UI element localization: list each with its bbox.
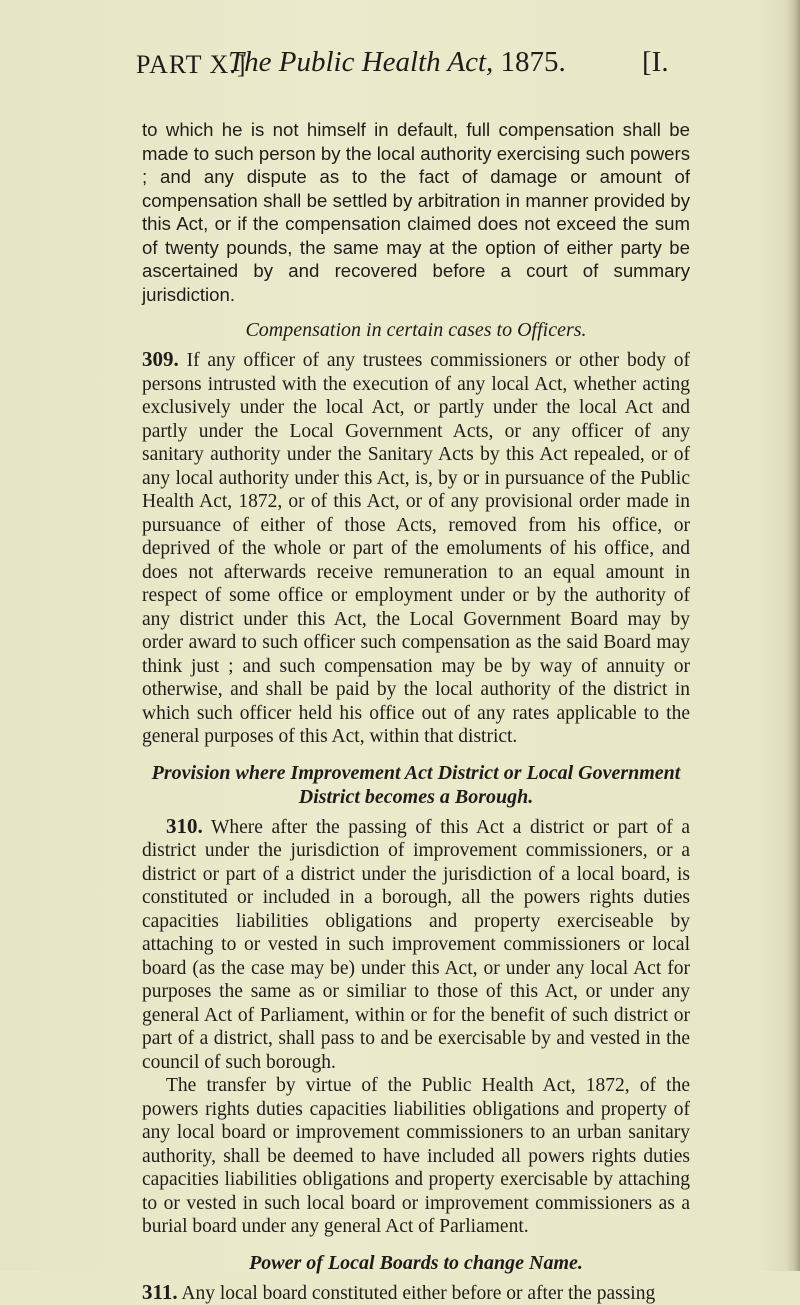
section-text-311: Any local board constituted either before or after the passing: [181, 1283, 655, 1304]
section-310: [142, 815, 690, 1075]
paragraph-continuation: to which he is not himself in default, full compensation shall be made to such person by the local authority exercising such powers ; and any dispute as to the fact of damage or amount of compensation shall be settled by arbitration in manner provided by this Act, or if the compensation claimed does not exceed the sum of twenty pounds, the same may at the option of either party be ascertained by and recovered before a court of summary jurisdiction.: [142, 118, 690, 306]
header-year: 1875.: [501, 46, 566, 78]
header-title-wrap: [228, 46, 566, 79]
section-text-310: Where after the passing of this Act a district or part of a district under the jurisdiction of improvement commissioners, or a district or part of a district under the jurisdiction of a local board, is constituted or included in a borough, all the powers rights duties capacities liabilities obligations and property exerciseable by attaching to or vested in such improvement commissioners or local board (as the case may be) under this Act, or under any local Act for purposes the same as or similiar to those of this Act, or under any general Act of Parliament, within or for the benefit of such district or part of a district, shall pass to and be exercisable by and vested in the council of such borough.: [142, 817, 690, 1073]
running-header: [136, 46, 696, 86]
section-heading-310: Provision where Improvement Act District or Local Government District becomes a Borough.: [142, 761, 690, 809]
section-310-second-paragraph: The transfer by virtue of the Public Health Act, 1872, of the powers rights duties capacities liabilities obligations and property of any local board or improvement commissioners to an urban sanitary authority, shall be deemed to have included all powers rights duties capacities liabilities obligations and property exercisable by attaching to or vested in such local board or improvement commissioners as a burial board under any general Act of Parliament.: [142, 1074, 690, 1239]
page-body: [142, 118, 690, 1305]
section-311: [142, 1281, 690, 1305]
section-text-309: If any officer of any trustees commissioners or other body of persons intrusted with the execution of any local Act, whether acting exclusively under the local Act, or partly under the local Act and partly under the Local Government Acts, or any officer of any sanitary authority under the Sanitary Acts by this Act repealed, or of any local authority under this Act, is, by or in pursuance of the Public Health Act, 1872, or of this Act, or of any provisional order made in pursuance of either of those Acts, removed from his office, or deprived of the whole or part of the emoluments of his office, and does not afterwards receive remuneration to an equal amount in respect of some office or employment under or by the authority of any district under this Act, the Local Government Board may by order award to such officer such compensation as the said Board may think just ; and such compensation may be by way of annuity or otherwise, and shall be paid by the local authority of the district in which such officer held his office out of any rates applicable to the general purposes of this Act, within that district.: [142, 350, 690, 747]
header-right: [I.: [642, 46, 669, 79]
header-title: The Public Health Act,: [228, 46, 493, 78]
section-309: [142, 348, 690, 749]
section-heading-309: Compensation in certain cases to Officers.: [142, 318, 690, 342]
section-number-310: 310.: [166, 814, 203, 838]
section-heading-311: Power of Local Boards to change Name.: [142, 1251, 690, 1275]
page-edge-shadow: [786, 0, 800, 1271]
section-number-311: 311.: [142, 1280, 178, 1304]
section-number-309: 309.: [142, 347, 179, 371]
header-part: PART X.]: [136, 50, 246, 80]
